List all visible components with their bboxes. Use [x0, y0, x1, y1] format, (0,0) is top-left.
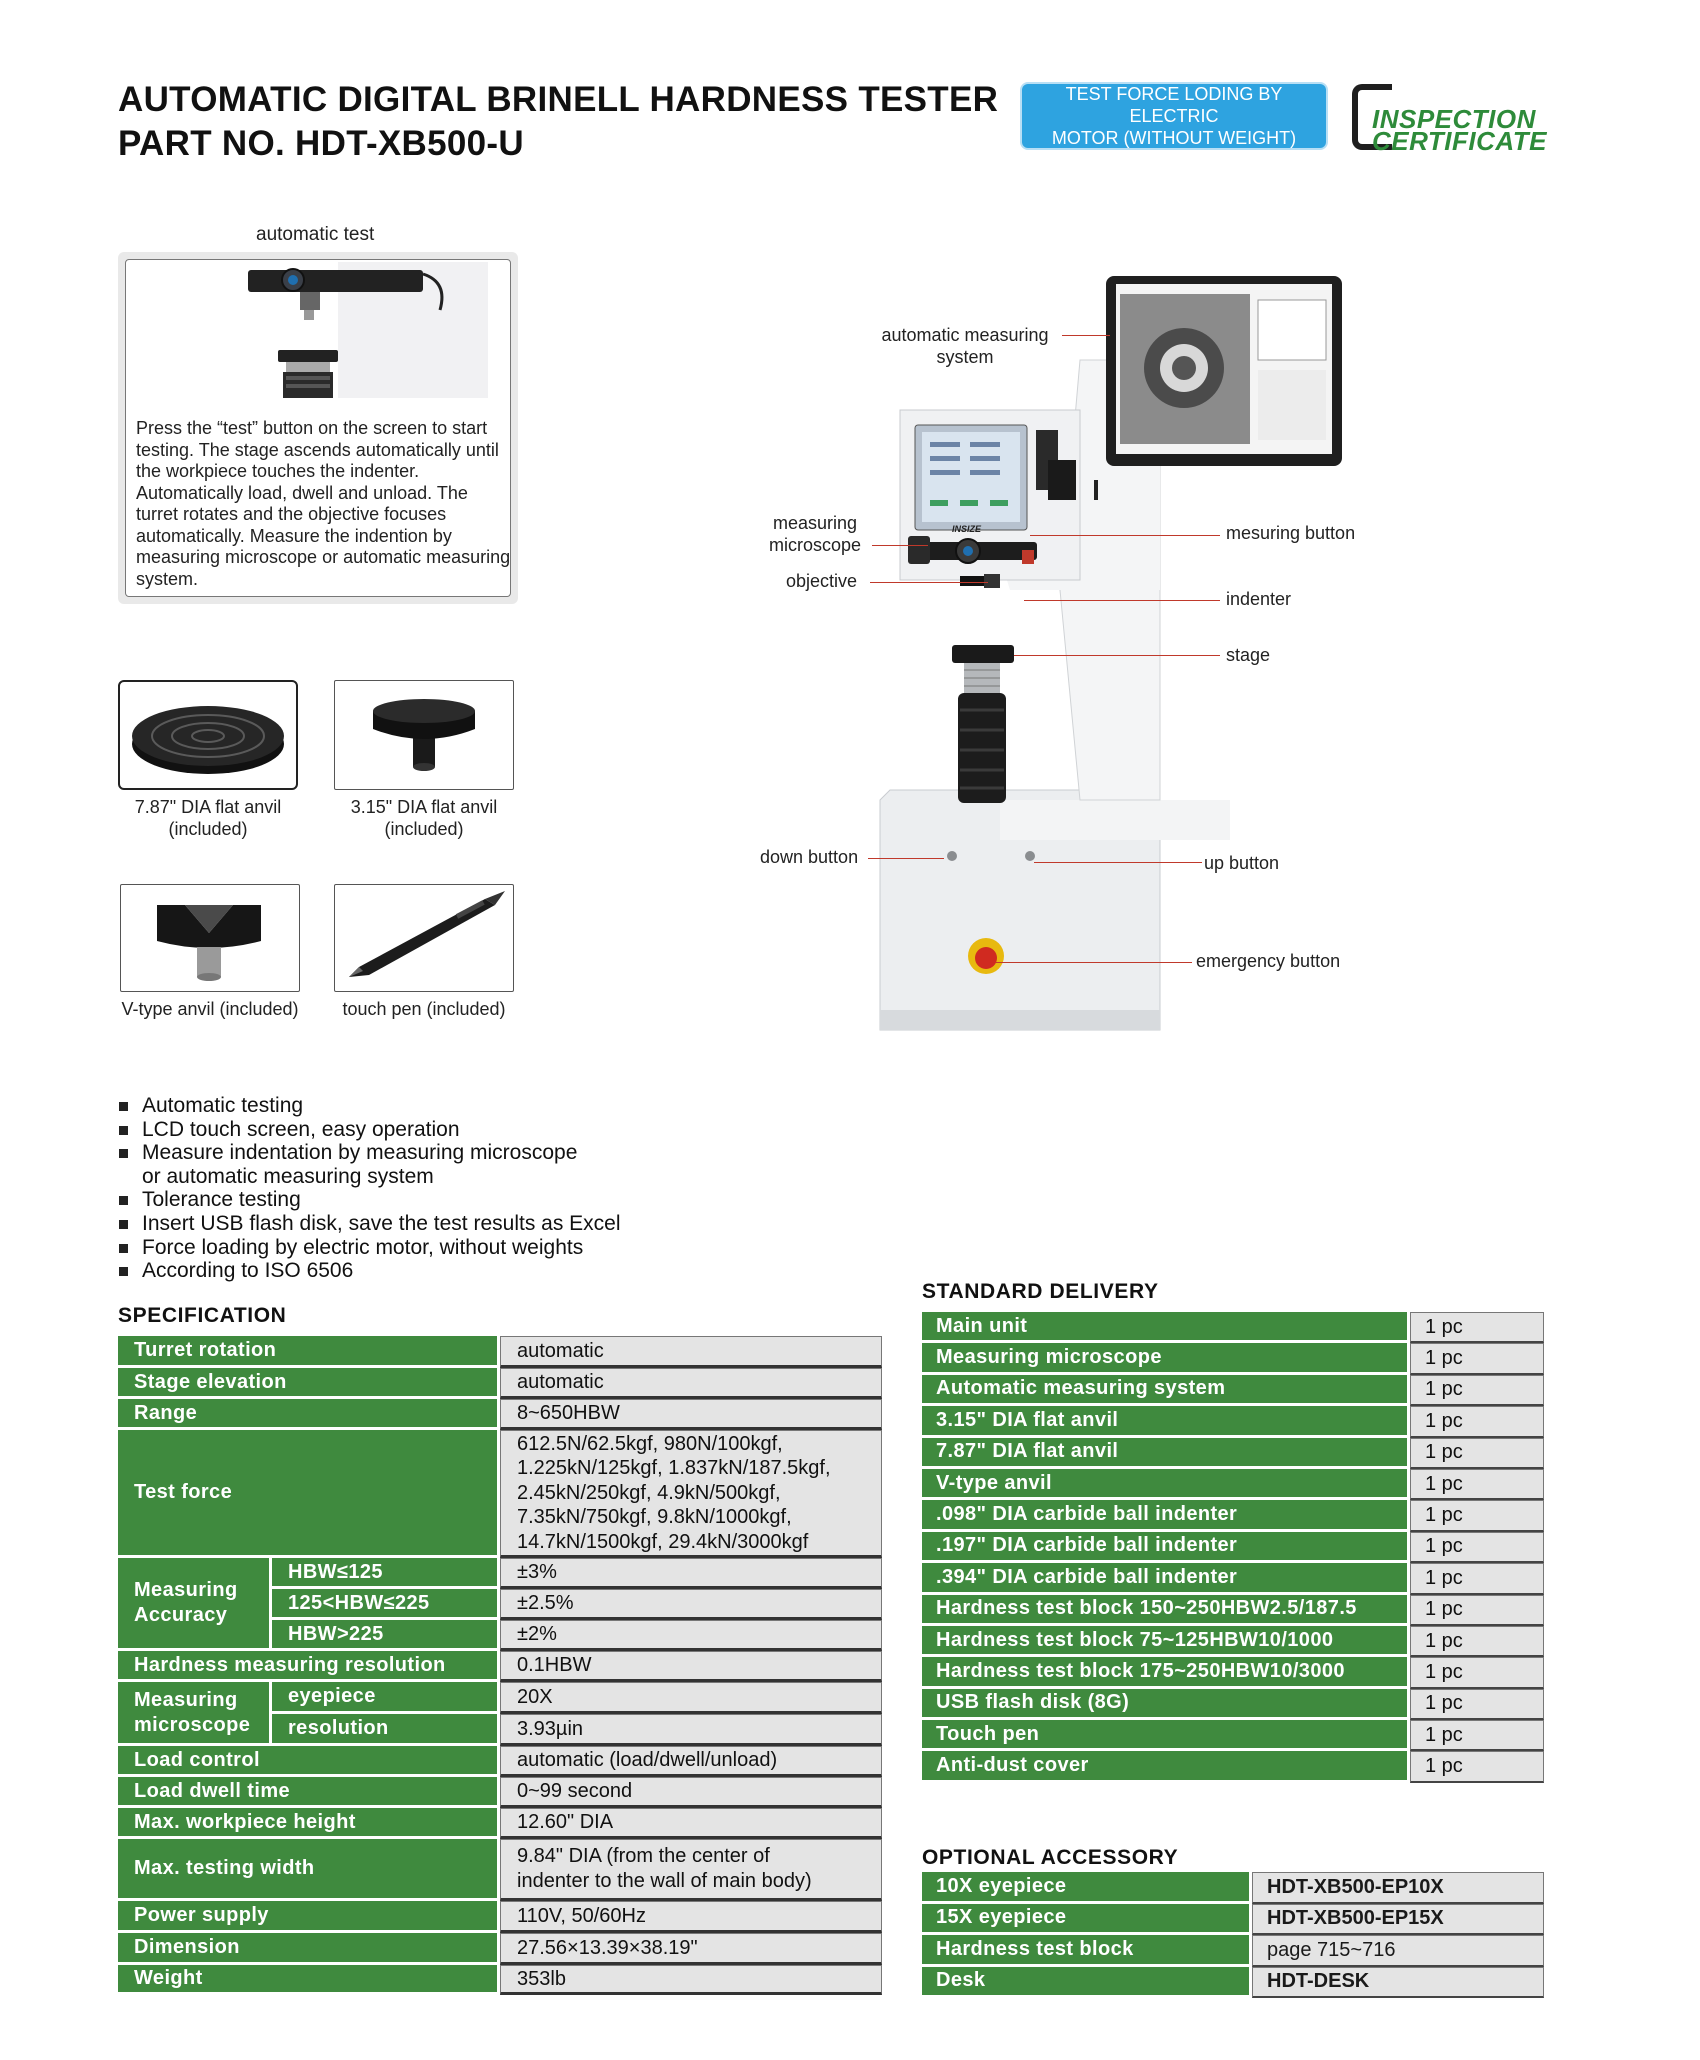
test-force-line: 612.5N/62.5kgf, 980N/100kgf,: [517, 1432, 783, 1455]
automatic-test-label: automatic test: [256, 224, 375, 245]
force-loading-badge: [1022, 84, 1326, 148]
caption-line: 3.15" DIA flat anvil: [350, 797, 498, 817]
delivery-item: Hardness test block 175~250HBW10/3000: [922, 1657, 1410, 1688]
table-row: [118, 1430, 882, 1558]
spec-label: Max. testing width: [118, 1839, 500, 1901]
table-row: [922, 1967, 1544, 1999]
delivery-qty: 1 pc: [1410, 1595, 1544, 1626]
v-type-anvil-image: [120, 884, 300, 992]
table-row: [922, 1904, 1544, 1936]
delivery-qty: 1 pc: [1410, 1532, 1544, 1563]
accessory-code: page 715~716: [1252, 1935, 1544, 1967]
label-line: Accuracy: [134, 1604, 228, 1626]
delivery-qty: 1 pc: [1410, 1751, 1544, 1782]
delivery-item: Measuring microscope: [922, 1343, 1410, 1374]
callout-line-up-button: [1034, 862, 1202, 863]
callout-line: automatic measuring: [881, 325, 1049, 345]
flat-anvil-large-image: [118, 680, 298, 790]
test-force-line: 1.225kN/125kgf, 1.837kN/187.5kgf,: [517, 1457, 831, 1480]
v-type-anvil-caption: V-type anvil (included): [121, 999, 299, 1019]
callout-line-indenter: [1024, 600, 1220, 601]
feature-item: Measure indentation by measuring microscope: [118, 1141, 621, 1165]
delivery-item: Hardness test block 150~250HBW2.5/187.5: [922, 1595, 1410, 1626]
spec-label: Weight: [118, 1965, 500, 1995]
callout-indenter: indenter: [1226, 589, 1292, 609]
label-line: Measuring: [134, 1579, 238, 1601]
test-force-line: 14.7kN/1500kgf, 29.4kN/3000kgf: [517, 1530, 809, 1553]
callout-up-button: up button: [1204, 853, 1280, 873]
delivery-item: 7.87" DIA flat anvil: [922, 1438, 1410, 1469]
callout-objective: objective: [786, 571, 858, 591]
flat-anvil-small-icon: [335, 681, 511, 787]
table-row: [922, 1343, 1544, 1374]
spec-sublabel: resolution: [272, 1714, 500, 1746]
feature-item: Automatic testing: [118, 1094, 621, 1118]
callout-line: measuring: [772, 513, 858, 533]
spec-value: 20X: [500, 1682, 882, 1714]
callout-measuring-button: mesuring button: [1226, 523, 1356, 543]
touch-pen-icon: [335, 885, 511, 989]
spec-label: Range: [118, 1399, 500, 1430]
table-row: [118, 1839, 882, 1901]
delivery-item: .098" DIA carbide ball indenter: [922, 1500, 1410, 1531]
spec-label-microscope: [118, 1682, 272, 1746]
feature-item: Insert USB flash disk, save the test results as Excel: [118, 1212, 621, 1236]
delivery-qty: 1 pc: [1410, 1343, 1544, 1374]
delivery-qty: 1 pc: [1410, 1312, 1544, 1343]
standard-delivery-table: [922, 1312, 1544, 1783]
caption-line: (included): [168, 819, 248, 839]
delivery-item: Touch pen: [922, 1720, 1410, 1751]
callout-down-button: down button: [760, 847, 859, 867]
table-row: [118, 1336, 882, 1368]
callout-emergency-button: emergency button: [1196, 951, 1341, 971]
callout-line-stage: [1014, 655, 1220, 656]
spec-sublabel: HBW≤125: [272, 1558, 500, 1589]
badge-line-1: TEST FORCE LODING BY ELECTRIC: [1065, 84, 1283, 126]
spec-sublabel: 125<HBW≤225: [272, 1589, 500, 1620]
inspection-certificate-logo: [1352, 84, 1552, 156]
touch-pen-image: [334, 884, 514, 992]
accessory-code: HDT-DESK: [1252, 1967, 1544, 1999]
badge-line-2: MOTOR (WITHOUT WEIGHT): [1051, 128, 1297, 148]
table-row: [118, 1682, 882, 1714]
table-row: [118, 1651, 882, 1682]
table-row: [922, 1872, 1544, 1904]
feature-item: Tolerance testing: [118, 1188, 621, 1212]
accessory-name: 15X eyepiece: [922, 1904, 1252, 1936]
table-row: [118, 1808, 882, 1839]
specification-title: SPECIFICATION: [118, 1304, 287, 1327]
feature-item-continued: or automatic measuring system: [142, 1164, 434, 1188]
delivery-qty: 1 pc: [1410, 1657, 1544, 1688]
delivery-item: Hardness test block 75~125HBW10/1000: [922, 1626, 1410, 1657]
callout-automatic-measuring-system: [870, 324, 1060, 368]
automatic-test-photo: [188, 262, 488, 398]
callout-line-emergency-button: [996, 962, 1192, 963]
spec-label: Power supply: [118, 1901, 500, 1933]
spec-value: 8~650HBW: [500, 1399, 882, 1430]
table-row: [118, 1901, 882, 1933]
spec-label: Dimension: [118, 1933, 500, 1965]
delivery-item: USB flash disk (8G): [922, 1689, 1410, 1720]
callout-line-objective: [870, 582, 988, 583]
delivery-qty: 1 pc: [1410, 1720, 1544, 1751]
spec-value: automatic: [500, 1336, 882, 1368]
table-row: [922, 1532, 1544, 1563]
caption-line: 7.87" DIA flat anvil: [134, 797, 282, 817]
optional-accessory-table: [922, 1872, 1544, 1998]
v-type-anvil-icon: [121, 885, 297, 989]
spec-label: Turret rotation: [118, 1336, 500, 1368]
delivery-qty: 1 pc: [1410, 1375, 1544, 1406]
spec-label: Max. workpiece height: [118, 1808, 500, 1839]
spec-value: 27.56×13.39×38.19": [500, 1933, 882, 1965]
delivery-item: V-type anvil: [922, 1469, 1410, 1500]
table-row: [118, 1965, 882, 1995]
table-row: [922, 1563, 1544, 1594]
feature-item: Force loading by electric motor, without weights: [118, 1236, 621, 1260]
automatic-test-box: [118, 252, 518, 604]
feature-list: [118, 1094, 621, 1283]
delivery-qty: 1 pc: [1410, 1469, 1544, 1500]
table-row: [922, 1935, 1544, 1967]
feature-item: According to ISO 6506: [118, 1259, 621, 1283]
callout-measuring-microscope: [760, 512, 870, 556]
spec-label: Load dwell time: [118, 1777, 500, 1808]
callout-line-measuring-button: [1030, 535, 1220, 536]
delivery-item: .394" DIA carbide ball indenter: [922, 1563, 1410, 1594]
table-row: [118, 1746, 882, 1777]
accessory-code: HDT-XB500-EP10X: [1252, 1872, 1544, 1904]
accessory-name: Hardness test block: [922, 1935, 1252, 1967]
cert-line-2: CERTIFICATE: [1372, 126, 1547, 156]
accessory-code: HDT-XB500-EP15X: [1252, 1904, 1544, 1936]
flat-anvil-large-caption: [108, 796, 308, 840]
spec-sublabel: HBW>225: [272, 1620, 500, 1651]
accessory-name: Desk: [922, 1967, 1252, 1999]
table-row: [922, 1689, 1544, 1720]
delivery-qty: 1 pc: [1410, 1626, 1544, 1657]
test-force-line: 2.45kN/250kgf, 4.9kN/500kgf,: [517, 1481, 781, 1504]
table-row: [922, 1500, 1544, 1531]
standard-delivery-title: STANDARD DELIVERY: [922, 1280, 1159, 1303]
feature-item: LCD touch screen, easy operation: [118, 1118, 621, 1142]
delivery-qty: 1 pc: [1410, 1438, 1544, 1469]
spec-value: 3.93µin: [500, 1714, 882, 1746]
accessory-name: 10X eyepiece: [922, 1872, 1252, 1904]
delivery-item: 3.15" DIA flat anvil: [922, 1406, 1410, 1437]
delivery-item: Anti-dust cover: [922, 1751, 1410, 1782]
callout-line-down-button: [868, 858, 944, 859]
insize-logo-text: INSIZE: [952, 524, 982, 534]
specification-table: [118, 1336, 882, 1995]
label-line: Measuring: [134, 1688, 238, 1711]
table-row: [922, 1657, 1544, 1688]
delivery-item: .197" DIA carbide ball indenter: [922, 1532, 1410, 1563]
flat-anvil-large-icon: [120, 682, 296, 788]
delivery-qty: 1 pc: [1410, 1406, 1544, 1437]
spec-value: 110V, 50/60Hz: [500, 1901, 882, 1933]
delivery-item: Automatic measuring system: [922, 1375, 1410, 1406]
spec-label-accuracy: [118, 1558, 272, 1651]
spec-value: automatic: [500, 1368, 882, 1399]
callout-line: microscope: [768, 535, 862, 555]
title-line-1: AUTOMATIC DIGITAL BRINELL HARDNESS TESTER: [118, 80, 999, 119]
callout-line-microscope: [872, 545, 928, 546]
table-row: [922, 1406, 1544, 1437]
spec-sublabel: eyepiece: [272, 1682, 500, 1714]
table-row: [922, 1595, 1544, 1626]
flat-anvil-small-caption: [324, 796, 524, 840]
spec-label: Load control: [118, 1746, 500, 1777]
table-row: [118, 1933, 882, 1965]
value-line: 9.84" DIA (from the center of: [517, 1845, 770, 1867]
spec-label: Stage elevation: [118, 1368, 500, 1399]
table-row: [922, 1751, 1544, 1782]
spec-value: automatic (load/dwell/unload): [500, 1746, 882, 1777]
caption-line: (included): [384, 819, 464, 839]
flat-anvil-small-image: [334, 680, 514, 790]
spec-value: ±3%: [500, 1558, 882, 1589]
spec-label: Hardness measuring resolution: [118, 1651, 500, 1682]
table-row: [922, 1720, 1544, 1751]
touch-pen-caption: touch pen (included): [342, 999, 506, 1019]
callout-line: system: [936, 347, 994, 367]
delivery-item: Main unit: [922, 1312, 1410, 1343]
spec-value: ±2%: [500, 1620, 882, 1651]
delivery-qty: 1 pc: [1410, 1563, 1544, 1594]
spec-value: 353lb: [500, 1965, 882, 1995]
label-line: microscope: [134, 1713, 251, 1736]
table-row: [922, 1375, 1544, 1406]
delivery-qty: 1 pc: [1410, 1500, 1544, 1531]
spec-value: 12.60" DIA: [500, 1808, 882, 1839]
callout-stage: stage: [1226, 645, 1271, 665]
spec-value-test-force: [500, 1430, 882, 1558]
table-row: [118, 1558, 882, 1589]
table-row: [118, 1399, 882, 1430]
delivery-qty: 1 pc: [1410, 1689, 1544, 1720]
spec-value: 0~99 second: [500, 1777, 882, 1808]
table-row: [922, 1312, 1544, 1343]
spec-value-max-width: [500, 1839, 882, 1901]
optional-accessory-title: OPTIONAL ACCESSORY: [922, 1846, 1179, 1869]
automatic-test-description: Press the “test” button on the screen to start testing. The stage ascends automatically until the workpiece touches the indenter. Automatically load, dwell and unload. The turret rotates and the objective focuses automatically. Measure the indention by measuring microscope or automatic measuring system.: [136, 418, 511, 589]
cert-line-1: INSPECTION: [1372, 104, 1536, 134]
spec-value: 0.1HBW: [500, 1651, 882, 1682]
table-row: [922, 1626, 1544, 1657]
table-row: [922, 1469, 1544, 1500]
table-row: [922, 1438, 1544, 1469]
table-row: [118, 1368, 882, 1399]
spec-label: Test force: [118, 1430, 500, 1558]
hardness-tester-photo: [860, 270, 1350, 1050]
page-title: [118, 78, 998, 166]
callout-line-auto-measuring: [1062, 335, 1110, 336]
value-line: indenter to the wall of main body): [517, 1870, 812, 1892]
spec-value: ±2.5%: [500, 1589, 882, 1620]
table-row: [118, 1777, 882, 1808]
test-force-line: 7.35kN/750kgf, 9.8kN/1000kgf,: [517, 1506, 792, 1529]
title-line-2: PART NO. HDT-XB500-U: [118, 124, 524, 163]
